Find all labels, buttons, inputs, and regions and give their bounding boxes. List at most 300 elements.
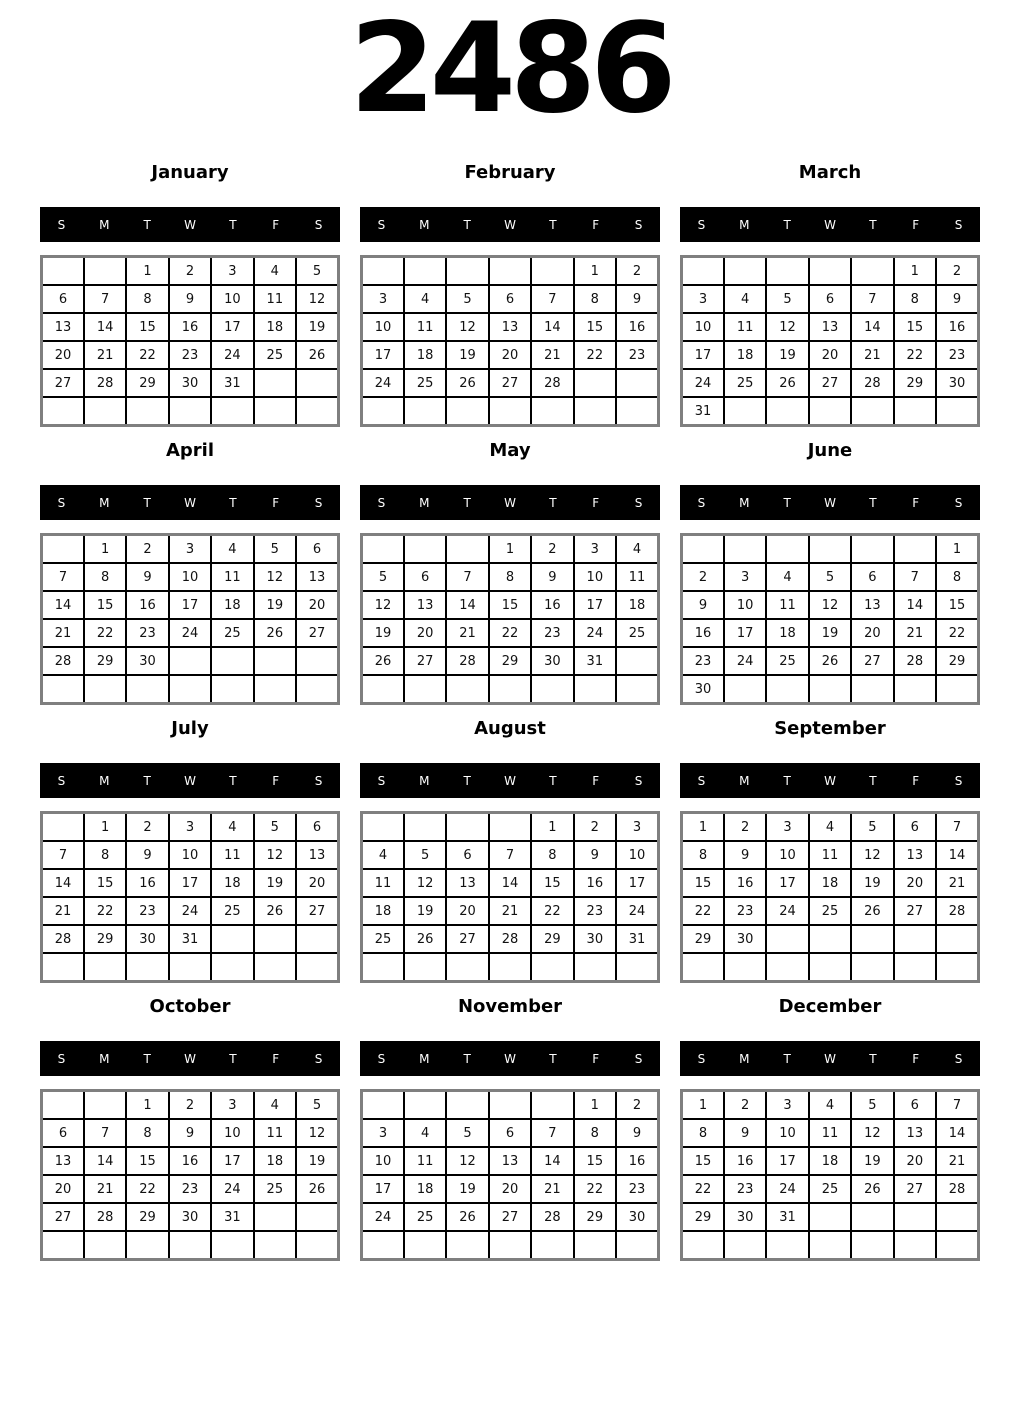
- weekday-label-sunday: S: [57, 773, 66, 788]
- month-block: [360, 441, 660, 705]
- day-cell: 21: [936, 1147, 978, 1175]
- month-grid: [40, 255, 340, 427]
- empty-day-cell: [254, 1231, 296, 1260]
- day-cell: 2: [169, 1091, 211, 1120]
- day-cell: 8: [84, 841, 126, 869]
- month-grid: [40, 811, 340, 983]
- day-cell: 12: [766, 313, 808, 341]
- day-cell: 25: [254, 341, 296, 369]
- weekday-label-tuesday: T: [463, 1051, 471, 1066]
- day-cell: 6: [894, 1091, 936, 1120]
- month-grid: [360, 533, 660, 705]
- day-cell: 8: [894, 285, 936, 313]
- day-cell: 2: [616, 1091, 658, 1120]
- day-cell: 6: [404, 563, 446, 591]
- empty-day-cell: [489, 397, 531, 426]
- day-cell: 21: [894, 619, 936, 647]
- weekday-header-bar: [40, 207, 340, 242]
- day-cell: 19: [809, 619, 851, 647]
- day-cell: 16: [126, 591, 168, 619]
- day-cell: 19: [404, 897, 446, 925]
- weekday-label-wednesday: W: [504, 217, 516, 232]
- empty-day-cell: [404, 1231, 446, 1260]
- day-cell: 22: [531, 897, 573, 925]
- week-row: [362, 1175, 659, 1203]
- day-cell: 30: [936, 369, 978, 397]
- day-cell: 14: [446, 591, 488, 619]
- day-cell: 6: [489, 1119, 531, 1147]
- day-cell: 27: [894, 897, 936, 925]
- day-cell: 16: [126, 869, 168, 897]
- empty-day-cell: [851, 397, 893, 426]
- week-row: [362, 647, 659, 675]
- day-cell: 8: [936, 563, 978, 591]
- empty-day-cell: [766, 397, 808, 426]
- empty-day-cell: [169, 675, 211, 704]
- empty-day-cell: [296, 647, 338, 675]
- weekday-label-saturday: S: [954, 495, 963, 510]
- empty-day-cell: [489, 813, 531, 842]
- week-row: [42, 1231, 339, 1260]
- day-cell: 16: [682, 619, 724, 647]
- day-cell: 3: [724, 563, 766, 591]
- day-cell: 15: [489, 591, 531, 619]
- day-cell: 13: [489, 1147, 531, 1175]
- day-cell: 19: [766, 341, 808, 369]
- day-cell: 7: [936, 813, 978, 842]
- weekday-label-monday: M: [739, 1051, 750, 1066]
- day-cell: 15: [682, 1147, 724, 1175]
- day-cell: 12: [254, 563, 296, 591]
- day-cell: 28: [84, 369, 126, 397]
- week-row: [362, 953, 659, 982]
- day-cell: 3: [211, 257, 253, 286]
- empty-day-cell: [126, 675, 168, 704]
- weekday-label-monday: M: [419, 217, 430, 232]
- day-cell: 27: [296, 897, 338, 925]
- empty-day-cell: [404, 1091, 446, 1120]
- day-cell: 7: [489, 841, 531, 869]
- empty-day-cell: [936, 675, 978, 704]
- day-cell: 11: [404, 1147, 446, 1175]
- weekday-label-saturday: S: [954, 1051, 963, 1066]
- day-cell: 28: [446, 647, 488, 675]
- weekday-label-saturday: S: [634, 1051, 643, 1066]
- empty-day-cell: [404, 397, 446, 426]
- empty-day-cell: [211, 647, 253, 675]
- day-cell: 9: [126, 841, 168, 869]
- day-cell: 22: [126, 1175, 168, 1203]
- day-cell: 29: [126, 1203, 168, 1231]
- day-cell: 17: [362, 341, 404, 369]
- day-cell: 21: [42, 897, 84, 925]
- week-row: [42, 619, 339, 647]
- day-cell: 7: [446, 563, 488, 591]
- empty-day-cell: [169, 953, 211, 982]
- month-grid: [680, 255, 980, 427]
- empty-day-cell: [809, 953, 851, 982]
- day-cell: 8: [531, 841, 573, 869]
- empty-day-cell: [404, 953, 446, 982]
- weekday-label-saturday: S: [634, 495, 643, 510]
- day-cell: 18: [254, 313, 296, 341]
- empty-day-cell: [296, 925, 338, 953]
- week-row: [362, 369, 659, 397]
- day-cell: 28: [84, 1203, 126, 1231]
- day-cell: 12: [404, 869, 446, 897]
- week-row: [682, 869, 979, 897]
- day-cell: 10: [766, 841, 808, 869]
- day-cell: 12: [809, 591, 851, 619]
- day-cell: 11: [404, 313, 446, 341]
- week-row: [362, 591, 659, 619]
- week-row: [362, 535, 659, 564]
- day-cell: 31: [682, 397, 724, 426]
- weekday-label-thursday: T: [229, 773, 237, 788]
- day-cell: 29: [126, 369, 168, 397]
- day-cell: 3: [766, 1091, 808, 1120]
- week-row: [682, 1203, 979, 1231]
- empty-day-cell: [894, 675, 936, 704]
- day-cell: 14: [84, 1147, 126, 1175]
- day-cell: 30: [616, 1203, 658, 1231]
- day-cell: 3: [362, 1119, 404, 1147]
- day-cell: 11: [724, 313, 766, 341]
- empty-day-cell: [296, 1231, 338, 1260]
- empty-day-cell: [724, 1231, 766, 1260]
- day-cell: 8: [682, 1119, 724, 1147]
- empty-day-cell: [766, 953, 808, 982]
- empty-day-cell: [254, 925, 296, 953]
- empty-day-cell: [809, 1231, 851, 1260]
- day-cell: 1: [84, 535, 126, 564]
- empty-day-cell: [682, 953, 724, 982]
- day-cell: 9: [169, 285, 211, 313]
- month-name: August: [474, 718, 546, 739]
- weekday-header-bar: [680, 207, 980, 242]
- day-cell: 27: [296, 619, 338, 647]
- day-cell: 22: [489, 619, 531, 647]
- day-cell: 23: [724, 897, 766, 925]
- empty-day-cell: [254, 1203, 296, 1231]
- empty-day-cell: [446, 675, 488, 704]
- empty-day-cell: [809, 257, 851, 286]
- empty-day-cell: [296, 953, 338, 982]
- day-cell: 12: [446, 1147, 488, 1175]
- day-cell: 10: [362, 313, 404, 341]
- empty-day-cell: [254, 675, 296, 704]
- day-cell: 8: [126, 285, 168, 313]
- week-row: [362, 897, 659, 925]
- day-cell: 11: [254, 1119, 296, 1147]
- empty-day-cell: [894, 953, 936, 982]
- empty-day-cell: [489, 953, 531, 982]
- day-cell: 5: [296, 257, 338, 286]
- day-cell: 17: [724, 619, 766, 647]
- empty-day-cell: [616, 953, 658, 982]
- day-cell: 15: [574, 313, 616, 341]
- weekday-header-bar: [360, 1041, 660, 1076]
- weekday-label-monday: M: [419, 773, 430, 788]
- day-cell: 3: [682, 285, 724, 313]
- month-block: [40, 997, 340, 1261]
- day-cell: 4: [254, 1091, 296, 1120]
- day-cell: 13: [42, 1147, 84, 1175]
- day-cell: 22: [84, 619, 126, 647]
- day-cell: 8: [126, 1119, 168, 1147]
- day-cell: 14: [531, 1147, 573, 1175]
- weekday-label-tuesday: T: [783, 773, 791, 788]
- day-cell: 16: [616, 1147, 658, 1175]
- empty-day-cell: [936, 1203, 978, 1231]
- empty-day-cell: [766, 925, 808, 953]
- empty-day-cell: [254, 369, 296, 397]
- day-cell: 17: [766, 869, 808, 897]
- empty-day-cell: [809, 675, 851, 704]
- day-cell: 21: [84, 1175, 126, 1203]
- day-cell: 19: [296, 313, 338, 341]
- day-cell: 12: [296, 285, 338, 313]
- month-grid: [360, 1089, 660, 1261]
- day-cell: 15: [84, 869, 126, 897]
- day-cell: 21: [446, 619, 488, 647]
- day-cell: 23: [682, 647, 724, 675]
- day-cell: 14: [936, 1119, 978, 1147]
- day-cell: 31: [169, 925, 211, 953]
- weekday-header-bar: [360, 485, 660, 520]
- day-cell: 16: [936, 313, 978, 341]
- day-cell: 19: [254, 591, 296, 619]
- empty-day-cell: [894, 1203, 936, 1231]
- day-cell: 9: [724, 1119, 766, 1147]
- empty-day-cell: [809, 535, 851, 564]
- week-row: [42, 535, 339, 564]
- day-cell: 24: [682, 369, 724, 397]
- day-cell: 19: [362, 619, 404, 647]
- day-cell: 23: [616, 1175, 658, 1203]
- week-row: [362, 285, 659, 313]
- month-name: November: [457, 996, 563, 1017]
- day-cell: 14: [851, 313, 893, 341]
- weekday-label-monday: M: [739, 495, 750, 510]
- day-cell: 5: [296, 1091, 338, 1120]
- empty-day-cell: [574, 369, 616, 397]
- weekday-label-monday: M: [99, 217, 110, 232]
- weekday-label-wednesday: W: [504, 1051, 516, 1066]
- day-cell: 6: [851, 563, 893, 591]
- weekday-label-sunday: S: [377, 217, 386, 232]
- day-cell: 15: [126, 1147, 168, 1175]
- day-cell: 6: [42, 1119, 84, 1147]
- day-cell: 25: [254, 1175, 296, 1203]
- day-cell: 4: [254, 257, 296, 286]
- day-cell: 12: [446, 313, 488, 341]
- empty-day-cell: [446, 813, 488, 842]
- day-cell: 16: [169, 1147, 211, 1175]
- empty-day-cell: [682, 535, 724, 564]
- weekday-label-thursday: T: [549, 217, 557, 232]
- weekday-label-wednesday: W: [504, 773, 516, 788]
- empty-day-cell: [574, 397, 616, 426]
- day-cell: 17: [362, 1175, 404, 1203]
- weekday-label-friday: F: [272, 217, 280, 232]
- day-cell: 28: [42, 647, 84, 675]
- day-cell: 7: [42, 841, 84, 869]
- day-cell: 17: [211, 1147, 253, 1175]
- day-cell: 27: [404, 647, 446, 675]
- day-cell: 4: [616, 535, 658, 564]
- day-cell: 24: [211, 1175, 253, 1203]
- week-row: [682, 1119, 979, 1147]
- empty-day-cell: [296, 369, 338, 397]
- weekday-label-monday: M: [99, 773, 110, 788]
- day-cell: 10: [169, 563, 211, 591]
- weekday-label-wednesday: W: [184, 1051, 196, 1066]
- day-cell: 6: [809, 285, 851, 313]
- day-cell: 30: [169, 369, 211, 397]
- day-cell: 13: [894, 1119, 936, 1147]
- day-cell: 6: [296, 535, 338, 564]
- empty-day-cell: [766, 257, 808, 286]
- week-row: [42, 647, 339, 675]
- weekday-header-bar: [680, 763, 980, 798]
- day-cell: 7: [531, 1119, 573, 1147]
- empty-day-cell: [851, 535, 893, 564]
- empty-day-cell: [531, 953, 573, 982]
- empty-day-cell: [211, 1231, 253, 1260]
- day-cell: 18: [616, 591, 658, 619]
- day-cell: 12: [296, 1119, 338, 1147]
- day-cell: 4: [724, 285, 766, 313]
- day-cell: 27: [894, 1175, 936, 1203]
- day-cell: 20: [42, 1175, 84, 1203]
- day-cell: 7: [84, 285, 126, 313]
- day-cell: 22: [126, 341, 168, 369]
- weekday-label-monday: M: [99, 495, 110, 510]
- weekday-label-friday: F: [912, 495, 920, 510]
- day-cell: 10: [682, 313, 724, 341]
- weekday-label-saturday: S: [314, 217, 323, 232]
- day-cell: 14: [84, 313, 126, 341]
- day-cell: 20: [894, 1147, 936, 1175]
- month-name: December: [778, 996, 882, 1017]
- weekday-label-friday: F: [592, 495, 600, 510]
- day-cell: 17: [766, 1147, 808, 1175]
- week-row: [362, 257, 659, 286]
- empty-day-cell: [126, 953, 168, 982]
- day-cell: 2: [574, 813, 616, 842]
- day-cell: 5: [851, 1091, 893, 1120]
- month-block: [360, 997, 660, 1261]
- day-cell: 20: [809, 341, 851, 369]
- day-cell: 25: [616, 619, 658, 647]
- day-cell: 29: [531, 925, 573, 953]
- weekday-label-sunday: S: [697, 773, 706, 788]
- day-cell: 20: [489, 341, 531, 369]
- day-cell: 19: [851, 1147, 893, 1175]
- empty-day-cell: [404, 257, 446, 286]
- day-cell: 2: [724, 1091, 766, 1120]
- week-row: [42, 563, 339, 591]
- empty-day-cell: [296, 397, 338, 426]
- weekday-label-friday: F: [272, 1051, 280, 1066]
- day-cell: 4: [362, 841, 404, 869]
- empty-day-cell: [489, 675, 531, 704]
- empty-day-cell: [489, 1091, 531, 1120]
- weekday-label-monday: M: [99, 1051, 110, 1066]
- day-cell: 8: [574, 1119, 616, 1147]
- day-cell: 27: [42, 1203, 84, 1231]
- day-cell: 24: [362, 1203, 404, 1231]
- empty-day-cell: [851, 675, 893, 704]
- week-row: [362, 1203, 659, 1231]
- day-cell: 5: [446, 285, 488, 313]
- day-cell: 5: [766, 285, 808, 313]
- empty-day-cell: [851, 1203, 893, 1231]
- weekday-label-thursday: T: [869, 217, 877, 232]
- day-cell: 24: [616, 897, 658, 925]
- day-cell: 28: [936, 897, 978, 925]
- day-cell: 14: [42, 869, 84, 897]
- empty-day-cell: [531, 257, 573, 286]
- month-name: July: [171, 718, 209, 739]
- day-cell: 4: [211, 535, 253, 564]
- day-cell: 23: [126, 619, 168, 647]
- weekday-header-bar: [40, 763, 340, 798]
- weekday-label-sunday: S: [377, 773, 386, 788]
- week-row: [682, 285, 979, 313]
- empty-day-cell: [362, 1231, 404, 1260]
- day-cell: 31: [574, 647, 616, 675]
- weekday-label-thursday: T: [869, 773, 877, 788]
- week-row: [362, 1147, 659, 1175]
- day-cell: 16: [574, 869, 616, 897]
- day-cell: 26: [446, 369, 488, 397]
- day-cell: 17: [169, 591, 211, 619]
- empty-day-cell: [404, 813, 446, 842]
- weekday-header-bar: [360, 763, 660, 798]
- day-cell: 29: [574, 1203, 616, 1231]
- week-row: [682, 925, 979, 953]
- day-cell: 11: [809, 841, 851, 869]
- week-row: [42, 675, 339, 704]
- week-row: [42, 1147, 339, 1175]
- day-cell: 30: [724, 925, 766, 953]
- day-cell: 2: [126, 535, 168, 564]
- empty-day-cell: [126, 1231, 168, 1260]
- week-row: [42, 925, 339, 953]
- month-grid: [360, 255, 660, 427]
- empty-day-cell: [446, 397, 488, 426]
- day-cell: 2: [682, 563, 724, 591]
- empty-day-cell: [84, 397, 126, 426]
- weekday-header-bar: [40, 1041, 340, 1076]
- day-cell: 16: [724, 869, 766, 897]
- weekday-label-wednesday: W: [504, 495, 516, 510]
- empty-day-cell: [42, 397, 84, 426]
- empty-day-cell: [211, 925, 253, 953]
- empty-day-cell: [446, 535, 488, 564]
- day-cell: 11: [362, 869, 404, 897]
- empty-day-cell: [42, 535, 84, 564]
- weekday-label-saturday: S: [634, 773, 643, 788]
- weekday-label-friday: F: [592, 773, 600, 788]
- day-cell: 31: [766, 1203, 808, 1231]
- empty-day-cell: [446, 257, 488, 286]
- month-name: October: [149, 996, 231, 1017]
- month-block: [680, 997, 980, 1261]
- weekday-label-thursday: T: [549, 1051, 557, 1066]
